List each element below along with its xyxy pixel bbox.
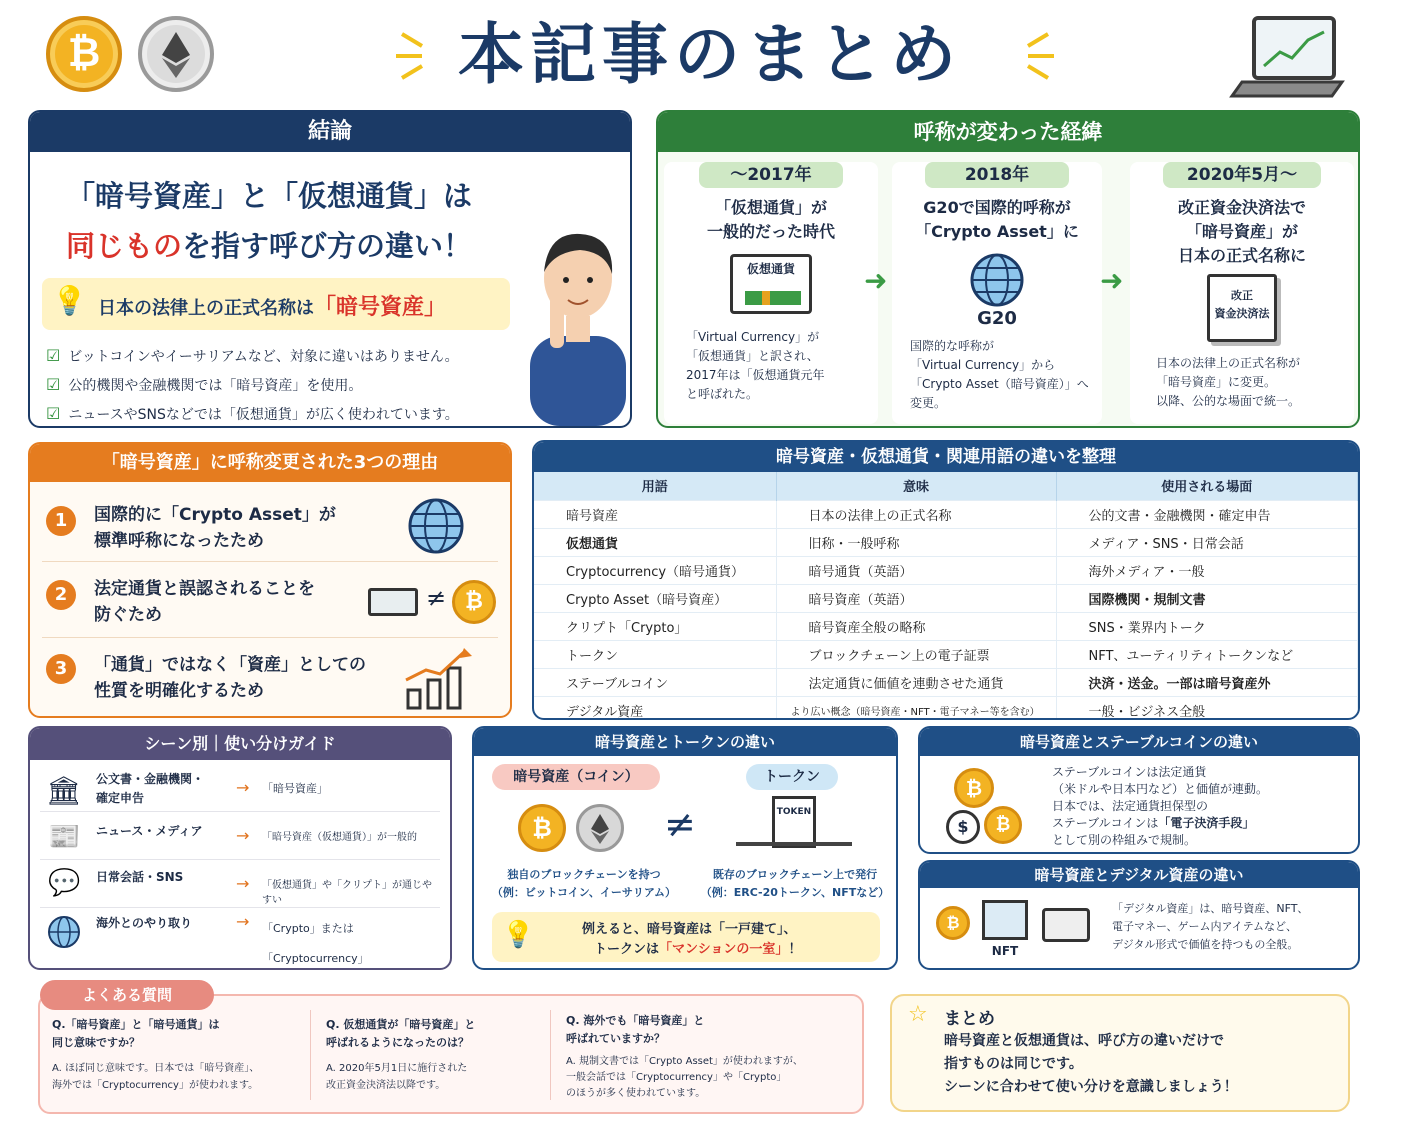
faq-question: Q. 仮想通貨が「暗号資産」と 呼ばれるようになったのは？ xyxy=(326,1018,476,1049)
digital-diff-header: 暗号資産とデジタル資産の違い xyxy=(920,862,1358,888)
analogy-highlight: 「マンションの一室」 xyxy=(659,942,789,957)
era-badge: 2020年5月〜 xyxy=(1163,162,1321,188)
summary-panel xyxy=(890,994,1350,1112)
stable-text: 日本では、法定通貨担保型の xyxy=(1052,799,1209,813)
nft-image-icon xyxy=(982,900,1028,940)
arrow-right-icon: → xyxy=(236,826,250,845)
table-row: Crypto Asset（暗号資産） 暗号資産（英語） 国際機関・規制文書 xyxy=(534,584,1358,612)
token-diff-panel xyxy=(472,726,898,970)
scene-label: 日常会話・SNS xyxy=(96,870,184,884)
conclusion-headline-2: を指す呼び方の違い！ xyxy=(182,229,473,263)
faq-divider xyxy=(310,1010,311,1100)
reasons-header: 「暗号資産」に呼称変更された3つの理由 xyxy=(30,444,510,482)
card-icon xyxy=(1042,908,1090,942)
table-row: トークン ブロックチェーン上の電子証票 NFT、ユーティリティトークンなど xyxy=(534,640,1358,668)
table-row: クリプト「Crypto」 暗号資産全般の略称 SNS・業界内トーク xyxy=(534,612,1358,640)
arrow-right-icon: ➜ xyxy=(864,264,888,297)
terms-table xyxy=(534,472,1358,720)
faq-item xyxy=(52,1016,308,1094)
scene-label: 海外とのやり取り xyxy=(96,916,193,930)
check-icon: ☑ xyxy=(46,404,61,423)
bitcoin-coin-icon: ₿ xyxy=(936,906,970,940)
conclusion-headline-red: 同じもの xyxy=(66,229,183,263)
history-panel xyxy=(656,110,1360,428)
scenes-header: シーン別｜使い分けガイド xyxy=(30,728,450,760)
digital-text: 「デジタル資産」は、暗号資産、NFT、 電子マネー、ゲーム内アイテムなど、 デジタル形式で価値を持つもの全般。 xyxy=(1112,902,1309,951)
arrow-right-icon: → xyxy=(236,912,250,931)
era-title: 改正資金決済法で 「暗号資産」が 日本の正式名称に xyxy=(1177,198,1306,265)
column-header: 使用される場面 xyxy=(1056,472,1358,500)
lightbulb-icon: 💡 xyxy=(502,920,535,950)
analogy-line-2: トークンは xyxy=(594,942,660,957)
star-icon: ☆ xyxy=(908,1002,928,1027)
stable-diff-header: 暗号資産とステーブルコインの違い xyxy=(920,728,1358,756)
table-row: 暗号資産 日本の法律上の正式名称 公的文書・金融機関・確定申告 xyxy=(534,500,1358,528)
faq-question: Q. 海外でも「暗号資産」と 呼ばれていますか？ xyxy=(566,1014,705,1045)
summary-text: 暗号資産と仮想通貨は、呼び方の違いだけで 指すものは同じです。 シーンに合わせて使い分けを意識しましょう！ xyxy=(944,1033,1238,1095)
digital-diff-panel xyxy=(918,860,1360,970)
page-title: 本記事のまとめ xyxy=(458,16,962,93)
reason-number: 2 xyxy=(46,580,76,610)
scene-value: 「暗号資産（仮想通貨）」が一般的 xyxy=(262,832,417,843)
history-era-2020 xyxy=(1130,162,1354,424)
history-header: 呼称が変わった経緯 xyxy=(658,112,1358,152)
globe-icon xyxy=(967,252,1027,308)
table-header-row xyxy=(534,472,1358,500)
faq-divider xyxy=(550,1010,551,1100)
stable-diff-panel xyxy=(918,726,1360,854)
scene-item xyxy=(40,814,440,860)
token-badge: トークン xyxy=(746,764,838,790)
era-note: 国際的な呼称が 「Virtual Currency」から 「Crypto Asset（暗号資産）」へ 変更。 xyxy=(910,339,1089,410)
reason-text: 国際的に「Crypto Asset」が 標準呼称になったため xyxy=(94,505,336,551)
not-equal-sign: ≠ xyxy=(664,802,696,846)
list-item: ☑ ビットコインやイーサリアムなど、対象に違いはありません。 xyxy=(46,346,459,365)
faq-header: よくある質問 xyxy=(40,980,214,1010)
coin-badge: 暗号資産（コイン） xyxy=(492,764,660,790)
g20-label: G20 xyxy=(977,308,1017,329)
scene-item xyxy=(40,766,440,812)
banknote-icon xyxy=(368,588,418,616)
scenes-panel xyxy=(28,726,452,970)
sparkle-right-icon xyxy=(1018,26,1058,86)
era-note: 日本の法律上の正式名称が 「暗号資産」に変更。 以降、公的な場面で統一。 xyxy=(1156,356,1301,408)
list-item: ☑ ニュースやSNSなどでは「仮想通貨」が広く使われています。 xyxy=(46,404,459,423)
terms-header: 暗号資産・仮想通貨・関連用語の違いを整理 xyxy=(534,442,1358,472)
arrow-right-icon: → xyxy=(236,874,250,893)
reason-item xyxy=(42,642,498,714)
conclusion-headline-1: 「暗号資産」と「仮想通貨」は xyxy=(66,179,473,213)
reason-number: 3 xyxy=(46,654,76,684)
chat-bubbles-icon: 💬 xyxy=(48,868,81,898)
scene-value: 「Crypto」または 「Cryptocurrency」 xyxy=(262,922,369,965)
era-note: 「Virtual Currency」が 「仮想通貨」と訳され、 2017年は「仮想通貨元年 と呼ばれた。 xyxy=(686,330,825,401)
ethereum-coin-icon xyxy=(576,804,624,852)
scene-item xyxy=(40,910,440,968)
dollar-coin-icon: $ xyxy=(946,810,980,844)
token-caption: 既存のブロックチェーン上で発行 （例：ERC-20トークン、NFTなど） xyxy=(700,868,890,899)
table-row: ステーブルコイン 法定通貨に価値を連動させた通貨 決済・送金。一部は暗号資産外 xyxy=(534,668,1358,696)
blockchain-line-icon xyxy=(736,842,852,846)
faq-answer: A. 規制文書では「Crypto Asset」が使われますが、 一般会話では「Cryptocurrency」や「Crypto」 のほうが多く使われています。 xyxy=(566,1056,803,1099)
conclusion-check-list xyxy=(46,342,459,428)
conclusion-panel xyxy=(28,110,632,428)
token-document-icon: TOKEN xyxy=(772,796,816,848)
era-badge: 〜2017年 xyxy=(699,162,843,188)
reason-item xyxy=(42,566,498,638)
arrow-right-icon: ➜ xyxy=(1100,264,1124,297)
terms-panel xyxy=(532,440,1360,720)
lightbulb-icon: 💡 xyxy=(52,284,87,317)
token-diff-header: 暗号資産とトークンの違い xyxy=(474,728,896,756)
law-book-icon: 改正 資金決済法 xyxy=(1207,274,1277,342)
stablecoin-icon-2: ₿ xyxy=(984,806,1022,844)
globe-icon xyxy=(46,914,82,950)
ethereum-coin-icon xyxy=(138,16,214,92)
reasons-panel xyxy=(28,442,512,718)
stable-highlight: 「電子決済手段」 xyxy=(1158,816,1255,830)
reason-text: 法定通貨と誤認されることを 防ぐため xyxy=(94,579,315,625)
history-era-2018 xyxy=(892,162,1102,424)
reason-number: 1 xyxy=(46,506,76,536)
era-badge: 2018年 xyxy=(925,162,1069,188)
bitcoin-coin-icon: ₿ xyxy=(452,580,496,624)
faq-answer: A. ほぼ同じ意味です。日本では「暗号資産」、 海外では「Cryptocurrency」が使われます。 xyxy=(52,1063,260,1091)
column-header: 用語 xyxy=(534,472,776,500)
table-row: Cryptocurrency（暗号通貨） 暗号通貨（英語） 海外メディア・一般 xyxy=(534,556,1358,584)
growth-chart-icon xyxy=(400,646,480,712)
list-item: ☑ 公的機関や金融機関では「暗号資産」を使用。 xyxy=(46,375,363,394)
legal-value: 「暗号資産」 xyxy=(314,295,447,320)
analogy-line-1: 例えると、暗号資産は「一戸建て」、 xyxy=(582,922,797,937)
summary-header: まとめ xyxy=(944,1009,995,1029)
legal-name-box xyxy=(42,278,510,330)
laptop-chart-icon xyxy=(1228,12,1348,102)
era-title: G20で国際的呼称が 「Crypto Asset」に xyxy=(915,198,1079,241)
nft-label: NFT xyxy=(991,944,1019,958)
history-era-2017 xyxy=(664,162,878,424)
scene-label: ニュース・メディア xyxy=(96,824,203,838)
monitor-icon: 仮想通貨 xyxy=(730,254,812,314)
analogy-box: 💡 例えると、暗号資産は「一戸建て」、 トークンは「マンションの一室」！ xyxy=(492,912,880,962)
legal-prefix: 日本の法律上の正式名称は xyxy=(98,298,314,319)
stable-text: として別の枠組みで規制。 xyxy=(1052,833,1197,847)
scene-label: 公文書・金融機関・ 確定申告 xyxy=(96,772,205,805)
bitcoin-coin-icon: ₿ xyxy=(46,16,122,92)
faq-answer: A. 2020年5月1日に施行された 改正資金決済法以降です。 xyxy=(326,1063,468,1091)
not-equal-sign: ≠ xyxy=(426,584,447,612)
newspaper-icon: 📰 xyxy=(48,822,81,852)
stable-text: （米ドルや日本円など）と価値が連動。 xyxy=(1052,782,1269,796)
era-title: 「仮想通貨」が 一般的だった時代 xyxy=(706,198,835,241)
stablecoin-icon: ₿ xyxy=(954,768,994,808)
person-pointing-icon xyxy=(520,216,630,426)
scene-item xyxy=(40,862,440,908)
table-row: デジタル資産 より広い概念（暗号資産・NFT・電子マネー等を含む） 一般・ビジネス全般 xyxy=(534,696,1358,720)
faq-item xyxy=(566,1012,856,1102)
conclusion-header: 結論 xyxy=(30,112,630,152)
column-header: 意味 xyxy=(776,472,1056,500)
scene-value: 「仮想通貨」や「クリプト」が通じやすい xyxy=(262,880,432,906)
bitcoin-coin-icon: ₿ xyxy=(518,804,566,852)
faq-item xyxy=(326,1016,546,1094)
stable-text: ステーブルコインは xyxy=(1052,816,1159,830)
table-row: 仮想通貨 旧称・一般呼称 メディア・SNS・日常会話 xyxy=(534,528,1358,556)
reason-item xyxy=(42,490,498,562)
bank-icon: 🏛 xyxy=(46,774,82,807)
sparkle-left-icon xyxy=(392,26,432,86)
scene-value: 「暗号資産」 xyxy=(262,782,328,795)
globe-icon xyxy=(404,494,468,558)
stable-text: ステーブルコインは法定通貨 xyxy=(1052,765,1207,779)
arrow-right-icon: → xyxy=(236,778,250,797)
faq-question: Q.「暗号資産」と「暗号通貨」は 同じ意味ですか？ xyxy=(52,1018,220,1049)
reason-text: 「通貨」ではなく「資産」としての 性質を明確化するため xyxy=(94,655,366,701)
check-icon: ☑ xyxy=(46,346,61,365)
check-icon: ☑ xyxy=(46,375,61,394)
coin-caption: 独自のブロックチェーンを持つ （例：ビットコイン、イーサリアム） xyxy=(491,868,677,899)
